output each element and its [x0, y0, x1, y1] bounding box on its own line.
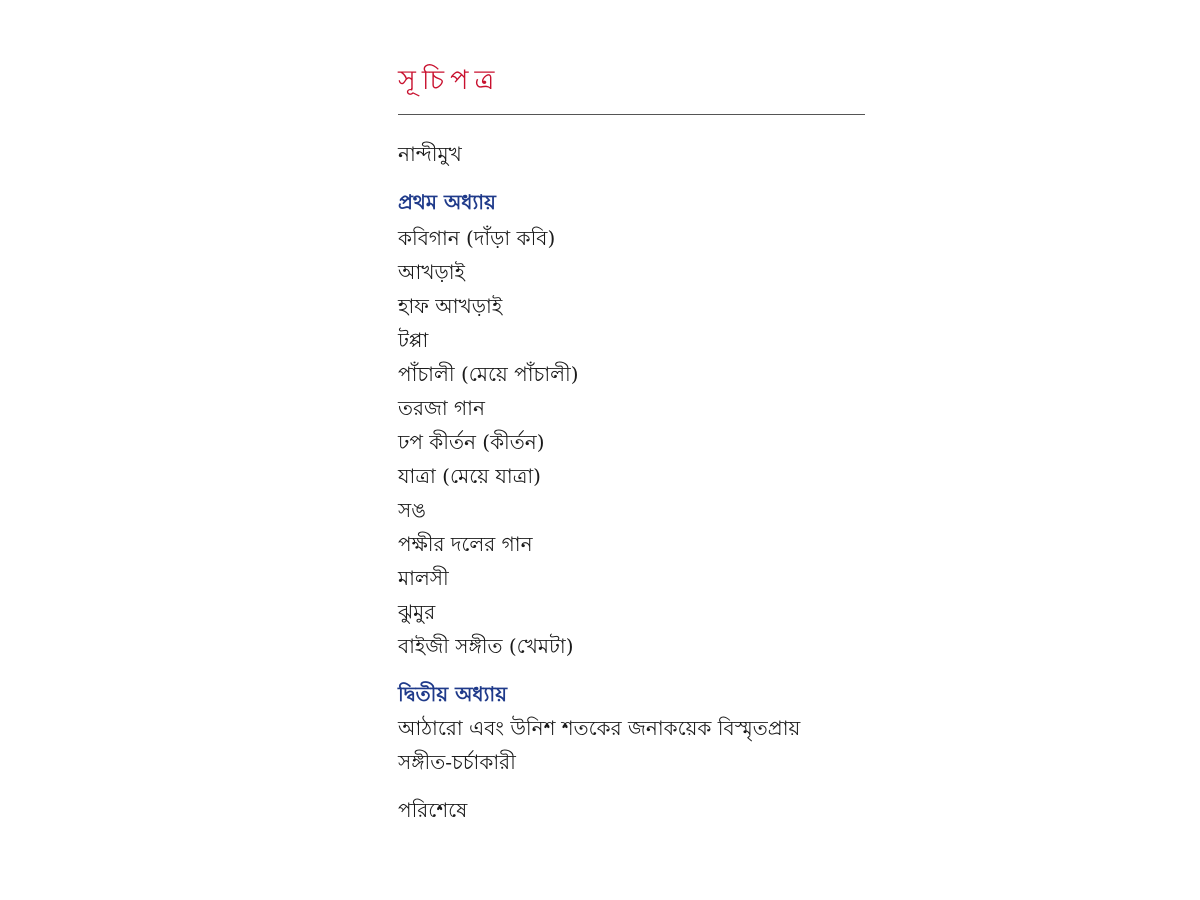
toc-entry-chapter-2-line-1: আঠারো এবং উনিশ শতকের জনাকয়েক বিস্মৃতপ্রায় — [398, 716, 801, 740]
toc-entry-chapter-2-line-2: সঙ্গীত-চর্চাকারী — [398, 750, 516, 774]
chapter-1-section — [398, 185, 865, 663]
toc-entry-epilogue: পরিশেষে — [398, 798, 468, 822]
toc-entry-prelude: নান্দীমুখ — [398, 142, 462, 166]
title-divider — [398, 114, 865, 115]
toc-title: সূচিপত্র — [398, 65, 501, 96]
list-item: যাত্রা (মেয়ে যাত্রা) — [398, 464, 541, 488]
list-item: পক্ষীর দলের গান — [398, 532, 533, 556]
list-item: মালসী — [398, 566, 449, 590]
list-item: টপ্পা — [398, 328, 429, 352]
list-item: কবিগান (দাঁড়া কবি) — [398, 226, 556, 250]
list-item: সঙ — [398, 498, 426, 522]
list-item: পাঁচালী (মেয়ে পাঁচালী) — [398, 362, 579, 386]
list-item: তরজা গান — [398, 396, 485, 420]
list-item: ঢপ কীর্তন (কীর্তন) — [398, 430, 545, 454]
table-of-contents — [398, 60, 865, 841]
chapter-2-section — [398, 677, 865, 779]
epilogue-section — [398, 793, 865, 827]
list-item: বাইজী সঙ্গীত (খেমটা) — [398, 634, 574, 658]
list-item: হাফ আখড়াই — [398, 294, 503, 318]
list-item: আখড়াই — [398, 260, 465, 284]
chapter-1-heading: প্রথম অধ্যায় — [398, 190, 496, 214]
list-item: ঝুমুর — [398, 600, 436, 624]
prelude-section — [398, 137, 865, 171]
chapter-1-list — [398, 221, 865, 663]
chapter-2-heading: দ্বিতীয় অধ্যায় — [398, 682, 507, 706]
